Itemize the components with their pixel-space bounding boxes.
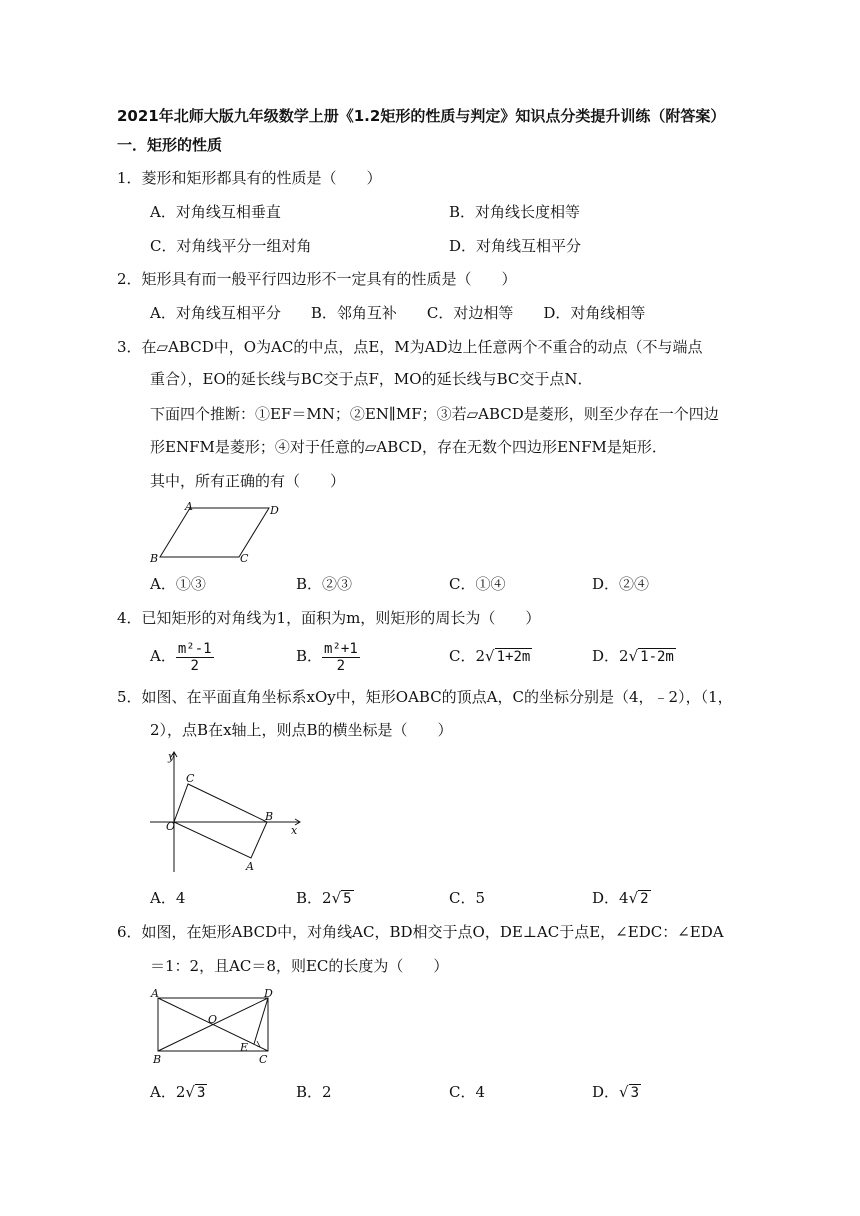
question-5-line-1: 5．如图、在平面直角坐标系xOy中，矩形OABC的顶点A，C的坐标分别是（4，﹣2），（1，: [117, 688, 733, 706]
question-4-option-a: [150, 636, 214, 676]
point-e-label: E: [240, 1041, 249, 1054]
document-title: 2021年北师大版九年级数学上册《1.2矩形的性质与判定》知识点分类提升训练（附答案）: [117, 107, 726, 125]
question-2-stem: 2．矩形具有而一般平行四边形不一定具有的性质是（ ）: [117, 270, 517, 288]
sqrt-sign-icon: √: [619, 1083, 629, 1101]
radicand-d: 1-2m: [640, 649, 674, 665]
question-3-line-3: 下面四个推断：①EF＝MN；②EN∥MF；③若▱ABCD是菱形，则至少存在一个四边: [150, 405, 719, 423]
question-4-option-b: [296, 636, 360, 676]
question-3-line-2: 重合），EO的延长线与BC交于点F，MO的延长线与BC交于点N．: [150, 370, 593, 388]
radicand-a: 3: [196, 1085, 206, 1101]
question-6-option-c: C．4: [449, 1083, 486, 1101]
fraction-a-denominator: 2: [190, 657, 199, 674]
vertex-b-label: B: [153, 1053, 162, 1065]
radicand-c: 1+2m: [496, 649, 531, 665]
radicand-d: 3: [630, 1085, 640, 1101]
question-3-option-c: C．①④: [449, 575, 506, 593]
option-d-label: D．: [592, 1083, 620, 1101]
question-1-option-c: C．对角线平分一组对角: [150, 237, 312, 255]
fraction-a-numerator: m²-1: [177, 640, 212, 657]
question-4-option-c: [449, 646, 532, 666]
question-5-option-b: [296, 888, 354, 908]
section-heading: 一．矩形的性质: [117, 136, 223, 154]
vertex-d-label: D: [270, 504, 279, 517]
question-1-stem: 1．菱形和矩形都具有的性质是（ ）: [117, 169, 382, 187]
question-6-line-2: ＝1：2，且AC＝8，则EC的长度为（ ）: [150, 957, 449, 975]
vertex-b-label: B: [265, 810, 274, 823]
option-d-label: D．4: [592, 889, 629, 907]
option-a-label: A．2: [150, 1083, 186, 1101]
question-3-option-b: B．②③: [296, 575, 353, 593]
question-5-line-2: 2），点B在x轴上，则点B的横坐标是（ ）: [150, 721, 453, 739]
question-1-option-b: B．对角线长度相等: [449, 203, 581, 221]
rectangle-oabc: [174, 784, 267, 858]
vertex-b-label: B: [150, 552, 159, 565]
fraction-b: [322, 641, 360, 674]
fraction-b-numerator: m²+1: [324, 640, 358, 657]
sqrt-sign-icon: √: [485, 647, 495, 665]
option-b-label: B．2: [296, 889, 332, 907]
question-6-option-b: B．2: [296, 1083, 332, 1101]
y-axis-label: y: [168, 750, 175, 763]
parallelogram-shape: [160, 508, 269, 557]
vertex-c-label: C: [186, 772, 195, 785]
sqrt-sign-icon: √: [628, 647, 639, 665]
question-4-option-d: [592, 646, 676, 666]
sqrt-sign-icon: √: [185, 1083, 195, 1101]
vertex-a-label: A: [185, 500, 193, 513]
center-o-label: O: [208, 1013, 218, 1026]
coordinate-figure: [150, 748, 310, 878]
option-d-label: D．2: [592, 647, 629, 665]
sqrt-sign-icon: √: [331, 889, 342, 907]
radicand-b: 5: [343, 891, 352, 907]
question-3-line-5: 其中，所有正确的有（ ）: [150, 472, 346, 490]
question-3-option-d: D．②④: [592, 575, 650, 593]
question-1-option-d: D．对角线互相平分: [449, 237, 582, 255]
question-3-option-a: A．①③: [150, 575, 206, 593]
right-angle-icon: [257, 1041, 260, 1047]
parallelogram-figure: [145, 500, 285, 566]
question-6-line-1: 6．如图，在矩形ABCD中，对角线AC，BD相交于点O，DE⊥AC于点E，∠EDC：∠EDA: [117, 923, 724, 941]
fraction-b-denominator: 2: [336, 657, 346, 674]
question-2-options: A．对角线互相平分 B．邻角互补 C．对边相等 D．对角线相等: [150, 304, 646, 322]
rectangle-figure: [145, 985, 280, 1065]
question-6-option-a: [150, 1082, 207, 1102]
vertex-c-label: C: [259, 1053, 268, 1065]
option-c-label: C．2: [449, 647, 486, 665]
radicand-d: 2: [640, 891, 649, 907]
question-5-option-d: [592, 888, 651, 908]
question-5-option-a: A．4: [150, 889, 186, 907]
question-5-option-c: C．5: [449, 889, 486, 907]
question-1-option-a: A．对角线互相垂直: [150, 203, 281, 221]
fraction-a: [176, 641, 214, 674]
sqrt-sign-icon: √: [628, 889, 639, 907]
question-3-line-4: 形ENFM是菱形；④对于任意的▱ABCD，存在无数个四边形ENFM是矩形．: [150, 438, 667, 456]
vertex-d-label: D: [264, 987, 273, 1000]
segment-de: [254, 998, 268, 1044]
option-a-label: A．: [150, 647, 176, 665]
vertex-a-label: A: [151, 987, 159, 1000]
question-4-stem: 4．已知矩形的对角线为1，面积为m，则矩形的周长为（ ）: [117, 609, 541, 627]
option-b-label: B．: [296, 647, 323, 665]
x-axis-label: x: [291, 824, 298, 837]
vertex-c-label: C: [240, 552, 249, 565]
question-3-line-1: 3．在▱ABCD中，O为AC的中点，点E，M为AD边上任意两个不重合的动点（不与端点: [117, 338, 703, 356]
vertex-a-label: A: [246, 860, 254, 873]
question-6-option-d: [592, 1082, 641, 1102]
origin-label: O: [166, 820, 176, 833]
